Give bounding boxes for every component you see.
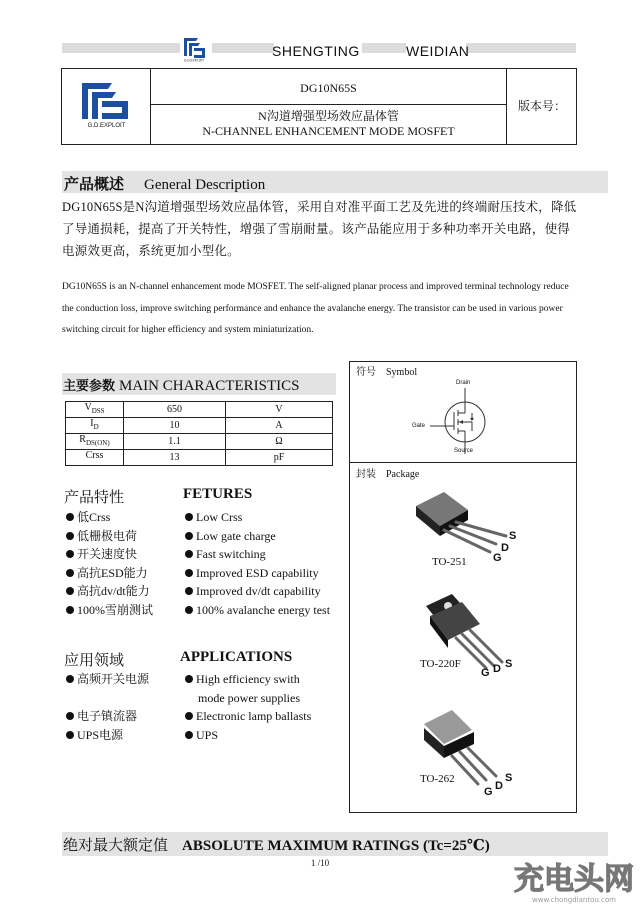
applications-heading-en: APPLICATIONS bbox=[180, 649, 293, 665]
version-label: 版本号： bbox=[517, 99, 566, 113]
package-name-to262: TO-262 bbox=[420, 773, 455, 785]
drain-label: Drain bbox=[456, 380, 471, 386]
applications-list-en bbox=[185, 670, 311, 744]
bullet-icon bbox=[185, 675, 193, 683]
abs-max-heading-cn: 绝对最大额定值 bbox=[63, 838, 169, 854]
list-item: UPS电源 bbox=[66, 726, 149, 745]
list-item: Electronic lamp ballasts bbox=[185, 707, 311, 726]
header-logo-cell bbox=[62, 69, 151, 144]
bullet-icon bbox=[66, 513, 74, 521]
svg-text:G.D.EXPLOIT: G.D.EXPLOIT bbox=[183, 58, 205, 62]
list-item: UPS bbox=[185, 726, 311, 745]
general-heading-cn: 产品概述 bbox=[64, 177, 125, 193]
bullet-icon bbox=[66, 569, 74, 577]
general-description-heading bbox=[64, 173, 265, 194]
bullet-icon bbox=[185, 513, 193, 521]
bullet-icon bbox=[185, 550, 193, 558]
list-item: 100% avalanche energy test bbox=[185, 601, 330, 620]
list-item: High efficiency swith bbox=[185, 670, 311, 689]
pin-d-label: D bbox=[501, 542, 509, 554]
symbol-label: 符号 Symbol bbox=[356, 367, 418, 378]
general-description-en: DG10N65S is an N-channel enhancement mode MOSFET. The self-aligned planar process and improved terminal technology reduce the conduction loss, improve switching performance and enhance the avalanche energy. The transistor can be used in various power switching circuit for higher efficiency and system miniaturization. bbox=[62, 282, 569, 335]
list-item: 100%雪崩测试 bbox=[66, 601, 153, 620]
list-item: 开关速度快 bbox=[66, 545, 153, 564]
value-cell: 13 bbox=[124, 450, 226, 466]
bullet-icon bbox=[185, 712, 193, 720]
brand-right-text: WEIDIAN bbox=[406, 43, 470, 59]
pin-d-label: D bbox=[493, 663, 501, 675]
bullet-icon bbox=[66, 712, 74, 720]
pin-g-label: G bbox=[484, 786, 493, 798]
pin-s-label: S bbox=[509, 530, 517, 542]
list-item: Improved ESD capability bbox=[185, 564, 330, 583]
bullet-icon bbox=[66, 675, 74, 683]
value-cell: 1.1 bbox=[124, 434, 226, 450]
package-label: 封装 Package bbox=[356, 469, 420, 480]
applications-heading-cn: 应用领域 bbox=[64, 653, 125, 669]
bullet-icon bbox=[66, 532, 74, 540]
header-table bbox=[61, 68, 577, 145]
table-row bbox=[66, 450, 333, 466]
list-item: Improved dv/dt capability bbox=[185, 582, 330, 601]
unit-cell: V bbox=[226, 402, 333, 418]
list-item: 高频开关电源 bbox=[66, 670, 149, 689]
title-en: N-CHANNEL ENHANCEMENT MODE MOSFET bbox=[202, 124, 455, 138]
list-item-continuation: mode power supplies bbox=[198, 690, 300, 705]
list-item: Low Crss bbox=[185, 508, 330, 527]
pin-g-label: G bbox=[493, 552, 502, 564]
symbol-package-frame bbox=[349, 361, 577, 813]
main-char-heading-cn: 主要参数 bbox=[63, 378, 116, 393]
unit-cell: Ω bbox=[226, 434, 333, 450]
bullet-icon bbox=[185, 532, 193, 540]
pin-s-label: S bbox=[505, 772, 513, 784]
main-char-heading bbox=[63, 375, 299, 395]
frame-divider bbox=[350, 462, 576, 463]
bullet-icon bbox=[66, 731, 74, 739]
page-number: 1 /10 bbox=[310, 858, 330, 868]
bullet-icon bbox=[185, 606, 193, 614]
pin-s-label: S bbox=[505, 658, 513, 670]
watermark-logo bbox=[510, 855, 638, 905]
features-list-en bbox=[185, 508, 330, 620]
brand-left-text: SHENGTING bbox=[272, 43, 360, 59]
pin-g-label: G bbox=[481, 667, 490, 679]
list-item: Low gate charge bbox=[185, 527, 330, 546]
unit-cell: pF bbox=[226, 450, 333, 466]
bullet-icon bbox=[185, 587, 193, 595]
features-list-cn bbox=[66, 508, 153, 620]
part-number: DG10N65S bbox=[151, 69, 506, 105]
list-item: 低Crss bbox=[66, 508, 153, 527]
logo-caption: G.D.EXPLOIT bbox=[87, 123, 126, 129]
unit-cell: A bbox=[226, 418, 333, 434]
bullet-icon bbox=[185, 569, 193, 577]
value-cell: 650 bbox=[124, 402, 226, 418]
table-row bbox=[66, 434, 333, 450]
package-name-to251: TO-251 bbox=[432, 556, 467, 568]
applications-list-cn bbox=[66, 670, 149, 744]
features-heading-cn: 产品特性 bbox=[64, 490, 125, 506]
list-item: 电子镇流器 bbox=[66, 707, 149, 726]
general-description-cn: DG10N65S是N沟道增强型场效应晶体管，采用自对准平面工艺及先进的终端耐压技术，降低了导通损耗，提高了开关特性，增强了雪崩耐量。该产品能应用于多种功率开关电路，使得电源效更高，系统更加小型化。 bbox=[62, 200, 577, 258]
title-cn: N沟道增强型场效应晶体管 bbox=[258, 109, 399, 123]
param-cell: $R_{DS(ON)}$ bbox=[66, 434, 124, 450]
value-cell: 10 bbox=[124, 418, 226, 434]
param-cell: $V_{DSS}$ bbox=[66, 402, 124, 418]
param-cell: $I_D$ bbox=[66, 418, 124, 434]
gate-label: Gate bbox=[412, 423, 426, 429]
company-logo bbox=[76, 81, 134, 121]
to251-package-icon bbox=[410, 488, 530, 558]
list-item: Fast switching bbox=[185, 545, 330, 564]
table-row bbox=[66, 418, 333, 434]
table-row bbox=[66, 402, 333, 418]
bullet-icon bbox=[66, 587, 74, 595]
package-name-to220f: TO-220F bbox=[420, 658, 461, 670]
abs-max-heading bbox=[63, 834, 490, 855]
abs-max-heading-en: ABSOLUTE MAXIMUM RATINGS (Tc=25℃) bbox=[182, 838, 490, 854]
pin-d-label: D bbox=[495, 780, 503, 792]
header-title-cell bbox=[151, 69, 507, 144]
bullet-icon bbox=[66, 550, 74, 558]
company-logo-small bbox=[180, 36, 208, 62]
main-char-heading-en: MAIN CHARACTERISTICS bbox=[119, 378, 300, 394]
list-item: 高抗ESD能力 bbox=[66, 564, 153, 583]
list-item: 高抗dv/dt能力 bbox=[66, 582, 153, 601]
source-label: Source bbox=[454, 448, 474, 454]
svg-text:www.chongdiantou.com: www.chongdiantou.com bbox=[532, 896, 616, 904]
features-heading-en: FETURES bbox=[183, 486, 253, 502]
param-cell: Crss bbox=[66, 450, 124, 466]
bullet-icon bbox=[185, 731, 193, 739]
main-characteristics-table bbox=[65, 401, 333, 466]
bullet-icon bbox=[66, 606, 74, 614]
list-item: 低栅极电荷 bbox=[66, 527, 153, 546]
general-heading-en: General Description bbox=[144, 177, 266, 193]
svg-text:充电头网: 充电头网 bbox=[514, 862, 634, 897]
